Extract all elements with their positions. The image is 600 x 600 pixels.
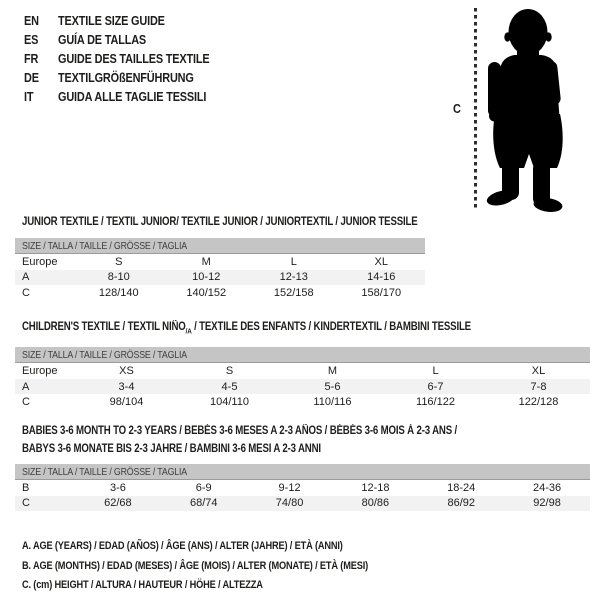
language-code: DE <box>24 70 39 85</box>
value-cell: 3-4 <box>118 380 135 393</box>
value-cell: XL <box>531 365 546 378</box>
heading-text: / TEXTILE DES ENFANTS / KINDERTEXTIL / BAMBINI TESSILE <box>191 321 471 333</box>
height-measure-label: C <box>453 101 461 116</box>
value-cell: 116/122 <box>416 396 455 409</box>
heading-text: BABIES 3-6 MONTH TO 2-3 YEARS / BEBÉS 3-6 MESES A 2-3 AÑOS / BÉBÉS 3-6 MOIS À 2-3 ANS / <box>22 425 458 437</box>
value-cell: 98/104 <box>109 396 144 409</box>
value-cell: 80/86 <box>361 497 390 510</box>
row-label-cell: C <box>22 396 30 409</box>
section-heading <box>0 422 600 458</box>
value-cell: 7-8 <box>530 380 547 393</box>
value-cell: 18-24 <box>447 481 476 494</box>
value-cell: 9-12 <box>278 481 301 494</box>
value-cell: 62/68 <box>104 497 132 510</box>
value-cell: 10-12 <box>192 271 221 284</box>
language-row <box>24 68 238 87</box>
value-cell: 3-6 <box>109 481 126 494</box>
size-header-label: SIZE / TALLA / TAILLE / GRÖSSE / TAGLIA <box>22 465 188 478</box>
section-heading <box>0 213 600 231</box>
value-cell: S <box>115 255 123 268</box>
language-code: FR <box>24 51 39 66</box>
legend-line: A. AGE (YEARS) / EDAD (AÑOS) / ÂGE (ANS) / ALTER (JAHRE) / ETÀ (ANNI) <box>22 540 343 552</box>
size-table-rows <box>15 363 590 410</box>
value-cell: S <box>225 365 234 378</box>
table-header-bar <box>15 347 590 363</box>
value-cell: XS <box>119 365 134 378</box>
language-label: TEXTILE SIZE GUIDE <box>58 13 165 28</box>
toddler-silhouette-icon <box>486 6 572 212</box>
table-row <box>15 379 590 395</box>
size-table <box>15 347 590 410</box>
table-row <box>15 496 590 512</box>
value-cell: 128/140 <box>98 286 139 299</box>
language-row <box>24 11 238 30</box>
value-cell: 86/92 <box>447 497 475 510</box>
language-row <box>24 49 238 68</box>
size-header-label: SIZE / TALLA / TAILLE / GRÖSSE / TAGLIA <box>22 348 188 361</box>
language-row <box>24 30 238 49</box>
language-code: EN <box>24 13 39 28</box>
legend-line: B. AGE (MONTHS) / EDAD (MESES) / ÂGE (MOIS) / ALTER (MONATE) / ETÀ (MESI) <box>22 559 369 572</box>
legend-line: C. (cm) HEIGHT / ALTURA / HAUTEUR / HÖHE / ALTEZZA <box>22 579 263 591</box>
language-code: ES <box>24 32 39 47</box>
language-label: GUÍA DE TALLAS <box>58 32 147 47</box>
table-header-bar <box>15 464 590 480</box>
height-dashed-line <box>474 8 477 209</box>
value-cell: XL <box>374 255 388 268</box>
size-table-rows <box>15 480 590 511</box>
value-cell: M <box>327 365 338 378</box>
size-table-section <box>0 422 600 511</box>
size-header-label: SIZE / TALLA / TAILLE / GRÖSSE / TAGLIA <box>22 239 188 252</box>
heading-text: BABYS 3-6 MONATE BIS 2-3 JAHRE / BAMBINI 3-6 MESI A 2-3 ANNI <box>22 443 321 455</box>
value-cell: M <box>201 255 211 268</box>
heading-text: CHILDREN'S TEXTILE / TEXTIL NIÑO <box>22 321 186 333</box>
row-label-cell: Europe <box>22 365 58 378</box>
table-row <box>15 254 425 270</box>
value-cell: 12-18 <box>361 481 390 494</box>
size-table <box>15 238 425 301</box>
size-table-section <box>0 213 600 301</box>
table-row <box>15 480 590 496</box>
row-label-cell: C <box>22 286 30 299</box>
row-label-cell: B <box>22 481 30 494</box>
measure-legend <box>22 536 434 595</box>
value-cell: 122/128 <box>518 396 559 409</box>
value-cell: 12-13 <box>279 271 308 284</box>
table-row <box>15 285 425 301</box>
table-row <box>15 270 425 286</box>
value-cell: 74/80 <box>275 497 304 510</box>
value-cell: 8-10 <box>107 271 130 284</box>
size-table-rows <box>15 254 425 301</box>
language-row <box>24 87 238 106</box>
toddler-silhouette-figure <box>440 0 600 220</box>
value-cell: 5-6 <box>324 380 341 393</box>
row-label-cell: A <box>22 380 30 393</box>
table-row <box>15 394 590 410</box>
value-cell: 104/110 <box>210 396 249 409</box>
value-cell: 68/74 <box>189 497 218 510</box>
value-cell: L <box>432 365 439 378</box>
value-cell: 110/116 <box>313 396 352 409</box>
value-cell: 6-7 <box>427 380 444 393</box>
language-code: IT <box>24 89 34 104</box>
value-cell: 24-36 <box>532 481 562 494</box>
value-cell: 14-16 <box>367 271 396 284</box>
value-cell: 92/98 <box>533 497 561 510</box>
value-cell: 140/152 <box>186 286 227 299</box>
row-label-cell: Europe <box>22 255 58 268</box>
language-label: GUIDE DES TAILLES TEXTILE <box>58 51 210 66</box>
heading-text: JUNIOR TEXTILE / TEXTIL JUNIOR/ TEXTILE JUNIOR / JUNIORTEXTIL / JUNIOR TESSILE <box>22 216 418 228</box>
value-cell: L <box>290 255 297 268</box>
language-title-block <box>24 11 238 106</box>
size-table-section <box>0 318 600 410</box>
row-label-cell: C <box>22 497 30 510</box>
table-row <box>15 363 590 379</box>
value-cell: 6-9 <box>195 481 212 494</box>
language-label: TEXTILGRÖßENFÜHRUNG <box>58 70 194 85</box>
size-table <box>15 464 590 511</box>
value-cell: 4-5 <box>221 380 238 393</box>
value-cell: 158/170 <box>361 286 402 299</box>
section-heading <box>0 318 600 340</box>
heading-subscript: /A <box>185 326 192 336</box>
value-cell: 152/158 <box>273 286 314 299</box>
table-header-bar <box>15 238 425 254</box>
language-label: GUIDA ALLE TAGLIE TESSILI <box>58 89 207 104</box>
row-label-cell: A <box>22 271 30 284</box>
